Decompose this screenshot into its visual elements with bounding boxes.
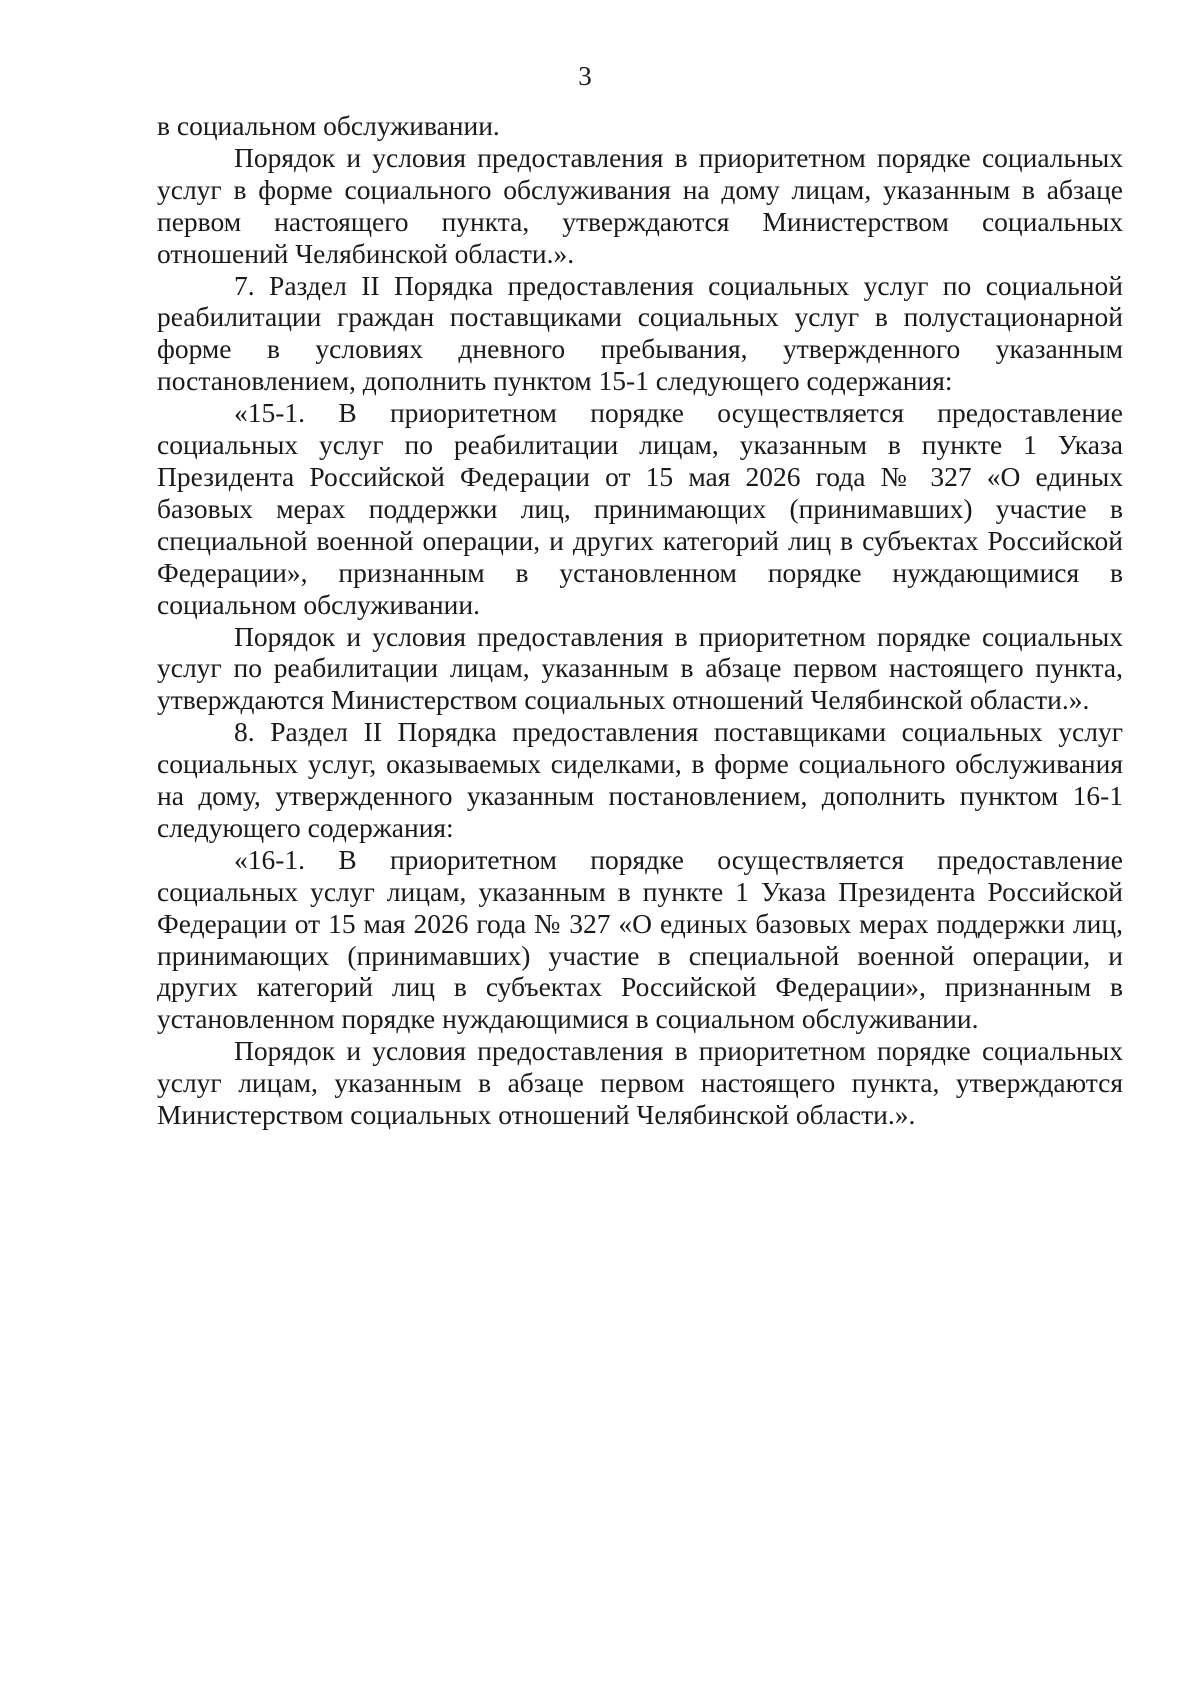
- paragraph-point-16-1: «16-1. В приоритетном порядке осуществляется предоставление социальных услуг лицам, указанным в пункте 1 Указа Президента Российской Федерации от 15 мая 2026 года № 327 «О единых базовых мерах поддержки лиц, принимающих (принимавших) участие в специальной военной операции, и других категорий лиц в субъектах Российской Федерации», признанным в установленном порядке нуждающимися в социальном обслуживании.: [157, 843, 1123, 1035]
- paragraph-home-care-procedure: Порядок и условия предоставления в приоритетном порядке социальных услуг в форме социального обслуживания на дому лицам, указанным в абзаце первом настоящего пункта, утверждаются Министерством социальных отношений Челябинской области.».: [157, 141, 1123, 269]
- paragraph-item-8: 8. Раздел II Порядка предоставления поставщиками социальных услуг социальных услуг, оказываемых сиделками, в форме социального обслуживания на дому, утвержденного указанным постановлением, дополнить пунктом 16-1 следующего содержания:: [157, 716, 1123, 843]
- paragraph-continuation: в социальном обслуживании.: [157, 110, 500, 141]
- paragraph-rehabilitation-procedure: Порядок и условия предоставления в приоритетном порядке социальных услуг по реабилитации лицам, указанным в абзаце первом настоящего пункта, утверждаются Министерством социальных отношений Челябинской области.».: [157, 620, 1123, 716]
- paragraph-point-15-1: «15-1. В приоритетном порядке осуществляется предоставление социальных услуг по реабилитации лицам, указанным в пункте 1 Указа Президента Российской Федерации от 15 мая 2026 года № 327 «О единых базовых мерах поддержки лиц, принимающих (принимавших) участие в специальной военной операции, и других категорий лиц в субъектах Российской Федерации», признанным в установленном порядке нуждающимися в социальном обслуживании.: [157, 397, 1123, 620]
- document-body: [157, 110, 1123, 1131]
- paragraph-item-7: 7. Раздел II Порядка предоставления социальных услуг по социальной реабилитации граждан поставщиками социальных услуг в полустационарной форме в условиях дневного пребывания, утвержденного указанным постановлением, дополнить пунктом 15-1 следующего содержания:: [157, 269, 1123, 397]
- page-number: 3: [578, 61, 592, 91]
- paragraph-caregiver-procedure: Порядок и условия предоставления в приоритетном порядке социальных услуг лицам, указанным в абзаце первом настоящего пункта, утверждаются Министерством социальных отношений Челябинской области.».: [157, 1035, 1123, 1131]
